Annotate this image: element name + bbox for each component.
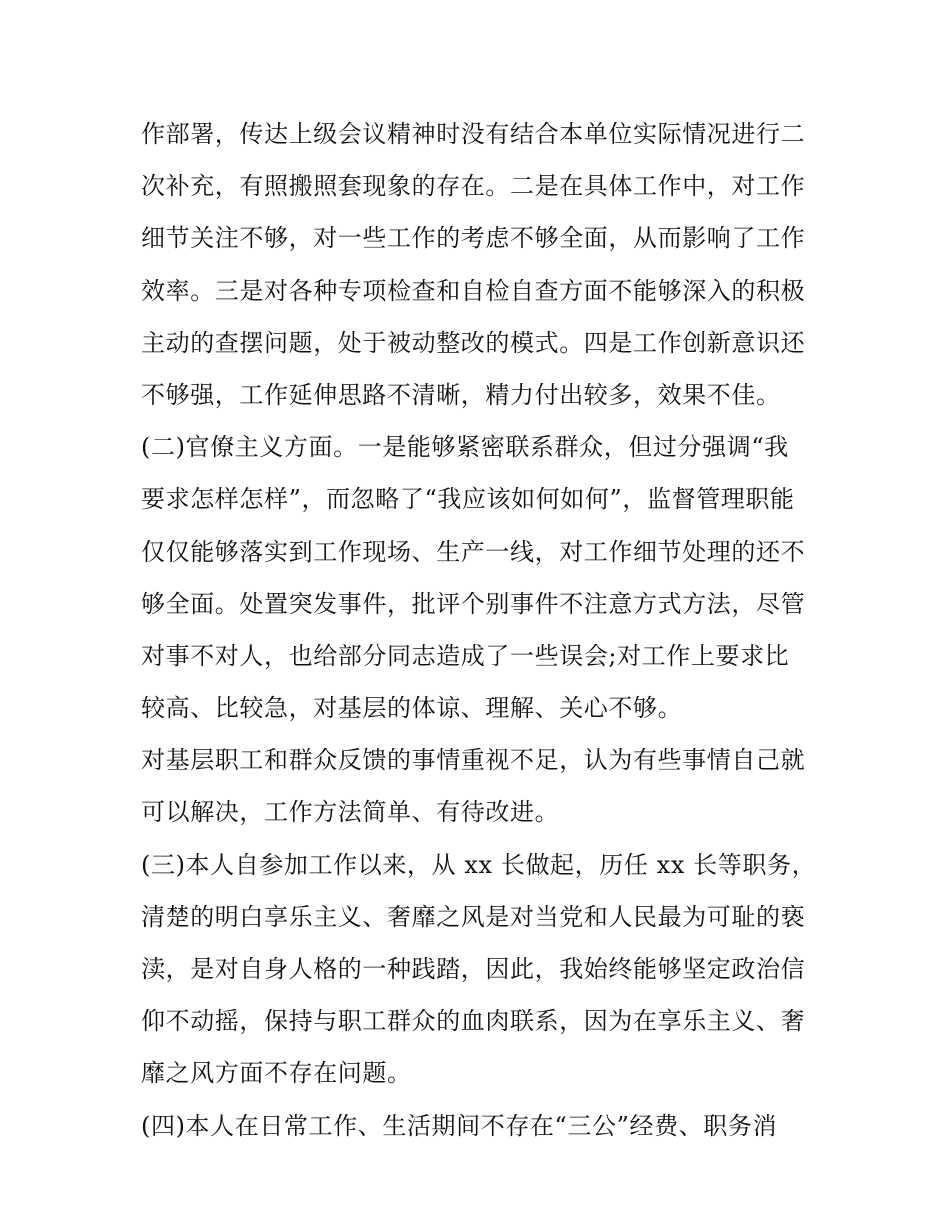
text-line: 仅仅能够落实到工作现场、生产一线，对工作细节处理的还不 (141, 537, 806, 566)
text-line: 渎，是对自身人格的一种践踏，因此，我始终能够坚定政治信 (141, 955, 806, 983)
text-line: 要求怎样怎样”，而忽略了“我应该如何如何”，监督管理职能 (141, 485, 795, 514)
text-line: (二)官僚主义方面。一是能够紧密联系群众，但过分强调“我 (141, 433, 789, 462)
text-line: 次补充，有照搬照套现象的存在。二是在具体工作中，对工作 (141, 172, 806, 201)
text-line: 主动的查摆问题，处于被动整改的模式。四是工作创新意识还 (141, 328, 806, 357)
text-line: 对事不对人，也给部分同志造成了一些误会;对工作上要求比 (141, 641, 790, 670)
text-line: 效率。三是对各种专项检查和自检自查方面不能够深入的积极 (141, 276, 806, 305)
text-line: (四)本人在日常工作、生活期间不存在“三公”经费、职务消 (141, 1111, 778, 1140)
text-line: (三)本人自参加工作以来，从 xx 长做起，历任 xx 长等职务， (141, 850, 817, 879)
text-line: 较高、比较急，对基层的体谅、理解、关心不够。 (141, 694, 683, 723)
text-line: 作部署，传达上级会议精神时没有结合本单位实际情况进行二 (141, 120, 806, 148)
text-line: 对基层职工和群众反馈的事情重视不足，认为有些事情自己就 (141, 746, 806, 775)
body-text (141, 108, 821, 1152)
text-line: 够全面。处置突发事件，批评个别事件不注意方式方法，尽管 (141, 589, 806, 618)
text-line: 靡之风方面不存在问题。 (141, 1059, 412, 1088)
text-line: 可以解决，工作方法简单、有待改进。 (141, 798, 560, 827)
text-line: 细节关注不够，对一些工作的考虑不够全面，从而影响了工作 (141, 224, 806, 253)
text-line: 不够强，工作延伸思路不清晰，精力付出较多，效果不佳。 (141, 380, 781, 409)
text-line: 清楚的明白享乐主义、奢靡之风是对当党和人民最为可耻的亵 (141, 902, 806, 931)
text-line: 仰不动摇，保持与职工群众的血肉联系，因为在享乐主义、奢 (141, 1007, 806, 1036)
